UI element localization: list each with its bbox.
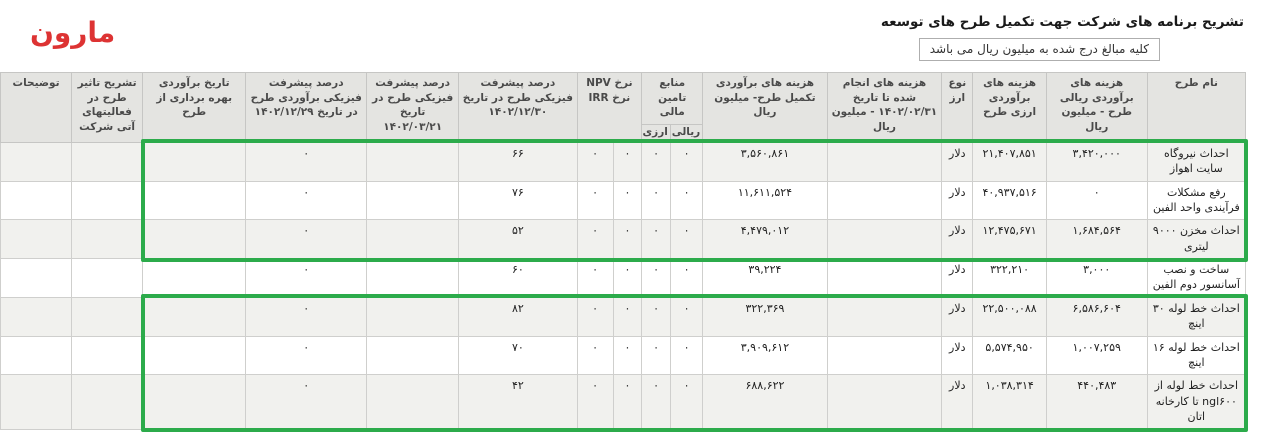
cell-progress-estimated: ۰ (246, 259, 367, 298)
table-body (1, 142, 1246, 429)
cell-financing-rial: ۰ (670, 297, 702, 336)
col-notes: توضیحات (1, 73, 72, 143)
cell-progress-previous (367, 181, 459, 220)
cell-currency-type: دلار (942, 375, 973, 429)
cell-progress-current: ۴۲ (459, 375, 577, 429)
cell-project-name: احداث خط لوله ۱۶ اینچ (1147, 336, 1245, 375)
table-header (1, 73, 1246, 143)
header-row-main (1, 73, 1246, 125)
cell-fx-cost: ۲۲,۵۰۰,۰۸۸ (973, 297, 1046, 336)
top-bar (0, 0, 1280, 72)
cell-currency-type: دلار (942, 259, 973, 298)
cell-progress-current: ۷۰ (459, 336, 577, 375)
cell-financing-rial: ۰ (670, 181, 702, 220)
cell-npv: ۰ (613, 142, 642, 181)
cell-rial-cost: ۳,۴۲۰,۰۰۰ (1046, 142, 1147, 181)
col-project-name: نام طرح (1147, 73, 1245, 143)
col-npv-irr: نرخ NPV نرخ IRR (577, 73, 642, 143)
cell-impact-description (72, 375, 143, 429)
cell-notes (1, 142, 72, 181)
cell-progress-estimated: ۰ (246, 336, 367, 375)
cell-npv: ۰ (613, 220, 642, 259)
cell-irr: ۰ (577, 375, 613, 429)
cell-irr: ۰ (577, 181, 613, 220)
cell-impact-description (72, 336, 143, 375)
cell-currency-type: دلار (942, 220, 973, 259)
cell-done-cost (827, 259, 942, 298)
cell-impact-description (72, 142, 143, 181)
page-title: تشریح برنامه های شرکت جهت تکمیل طرح های توسعه (880, 14, 1244, 30)
cell-progress-estimated: ۰ (246, 142, 367, 181)
cell-notes (1, 259, 72, 298)
cell-financing-rial: ۰ (670, 375, 702, 429)
cell-fx-cost: ۱۲,۴۷۵,۶۷۱ (973, 220, 1046, 259)
cell-financing-rial: ۰ (670, 142, 702, 181)
cell-rial-cost: ۰ (1046, 181, 1147, 220)
cell-impact-description (72, 181, 143, 220)
cell-npv: ۰ (613, 336, 642, 375)
cell-irr: ۰ (577, 336, 613, 375)
cell-completion-cost: ۳,۵۶۰,۸۶۱ (703, 142, 828, 181)
report-table-wrapper (0, 72, 1280, 430)
cell-progress-previous (367, 297, 459, 336)
cell-irr: ۰ (577, 142, 613, 181)
cell-rial-cost: ۱,۰۰۷,۲۵۹ (1046, 336, 1147, 375)
col-impact-description: تشریح تاثیر طرح در فعالیتهای آتی شرکت (72, 73, 143, 143)
cell-operation-date (143, 142, 246, 181)
cell-rial-cost: ۶,۵۸۶,۶۰۴ (1046, 297, 1147, 336)
cell-financing-rial: ۰ (670, 336, 702, 375)
cell-currency-type: دلار (942, 336, 973, 375)
cell-currency-type: دلار (942, 181, 973, 220)
subcol-financing-fx: ارزی (642, 125, 671, 143)
cell-financing-rial: ۰ (670, 259, 702, 298)
cell-progress-current: ۶۶ (459, 142, 577, 181)
cell-fx-cost: ۲۱,۴۰۷,۸۵۱ (973, 142, 1046, 181)
cell-operation-date (143, 336, 246, 375)
cell-impact-description (72, 297, 143, 336)
col-progress-estimated: درصد پیشرفت فیزیکی برآوردی طرح در تاریخ ۱۴۰۲/۱۲/۲۹ (246, 73, 367, 143)
cell-npv: ۰ (613, 297, 642, 336)
cell-irr: ۰ (577, 297, 613, 336)
brand-logo: مارون (30, 16, 116, 49)
cell-notes (1, 220, 72, 259)
cell-financing-fx: ۰ (642, 220, 671, 259)
cell-progress-current: ۶۰ (459, 259, 577, 298)
cell-done-cost (827, 142, 942, 181)
col-currency-type: نوع ارز (942, 73, 973, 143)
cell-operation-date (143, 297, 246, 336)
cell-project-name: احداث خط لوله از ngl۶۰۰ تا کارخانه اتان (1147, 375, 1245, 429)
table-row (1, 181, 1246, 220)
col-fx-cost: هزینه های برآوردی ارزی طرح (973, 73, 1046, 143)
cell-notes (1, 375, 72, 429)
col-completion-cost: هزینه های برآوردی تکمیل طرح- میلیون ریال (703, 73, 828, 143)
table-row (1, 142, 1246, 181)
subcol-financing-rial: ریالی (670, 125, 702, 143)
cell-project-name: احداث خط لوله ۳۰ اینچ (1147, 297, 1245, 336)
cell-completion-cost: ۴,۴۷۹,۰۱۲ (703, 220, 828, 259)
col-progress-previous: درصد پیشرفت فیزیکی طرح در تاریخ ۱۴۰۲/۰۳/۲۱ (367, 73, 459, 143)
cell-progress-previous (367, 259, 459, 298)
cell-currency-type: دلار (942, 297, 973, 336)
cell-done-cost (827, 220, 942, 259)
col-financing-sources: منابع تامین مالی (642, 73, 703, 125)
cell-impact-description (72, 259, 143, 298)
cell-irr: ۰ (577, 220, 613, 259)
cell-fx-cost: ۴۰,۹۳۷,۵۱۶ (973, 181, 1046, 220)
cell-fx-cost: ۵,۵۷۴,۹۵۰ (973, 336, 1046, 375)
cell-progress-estimated: ۰ (246, 220, 367, 259)
cell-progress-estimated: ۰ (246, 181, 367, 220)
cell-completion-cost: ۶۸۸,۶۲۲ (703, 375, 828, 429)
table-row (1, 297, 1246, 336)
cell-rial-cost: ۴۴۰,۴۸۳ (1046, 375, 1147, 429)
cell-operation-date (143, 181, 246, 220)
cell-financing-fx: ۰ (642, 181, 671, 220)
cell-done-cost (827, 297, 942, 336)
cell-progress-previous (367, 375, 459, 429)
cell-done-cost (827, 336, 942, 375)
cell-progress-estimated: ۰ (246, 297, 367, 336)
cell-irr: ۰ (577, 259, 613, 298)
cell-project-name: ساخت و نصب آسانسور دوم الفین (1147, 259, 1245, 298)
table-row (1, 220, 1246, 259)
cell-npv: ۰ (613, 259, 642, 298)
cell-impact-description (72, 220, 143, 259)
col-done-cost: هزینه های انجام شده تا تاریخ ۱۴۰۲/۰۲/۳۱ - میلیون ریال (827, 73, 942, 143)
cell-npv: ۰ (613, 181, 642, 220)
col-rial-cost: هزینه های برآوردی ریالی طرح - میلیون ریال (1046, 73, 1147, 143)
cell-project-name: احداث نیروگاه سایت اهواز (1147, 142, 1245, 181)
cell-completion-cost: ۳۹,۲۲۴ (703, 259, 828, 298)
development-projects-table (0, 72, 1246, 430)
cell-progress-current: ۵۲ (459, 220, 577, 259)
cell-completion-cost: ۳۲۲,۳۶۹ (703, 297, 828, 336)
cell-done-cost (827, 181, 942, 220)
table-row (1, 336, 1246, 375)
cell-npv: ۰ (613, 375, 642, 429)
col-operation-date: تاریخ برآوردی بهره برداری از طرح (143, 73, 246, 143)
cell-notes (1, 181, 72, 220)
cell-operation-date (143, 259, 246, 298)
table-row (1, 259, 1246, 298)
cell-financing-fx: ۰ (642, 336, 671, 375)
cell-fx-cost: ۳۲۲,۲۱۰ (973, 259, 1046, 298)
cell-progress-previous (367, 142, 459, 181)
cell-rial-cost: ۳,۰۰۰ (1046, 259, 1147, 298)
cell-financing-fx: ۰ (642, 142, 671, 181)
cell-notes (1, 297, 72, 336)
cell-progress-previous (367, 336, 459, 375)
cell-progress-estimated: ۰ (246, 375, 367, 429)
cell-financing-rial: ۰ (670, 220, 702, 259)
col-progress-current: درصد پیشرفت فیزیکی طرح در تاریخ ۱۴۰۲/۱۲/۳۰ (459, 73, 577, 143)
cell-progress-current: ۷۶ (459, 181, 577, 220)
cell-operation-date (143, 375, 246, 429)
cell-financing-fx: ۰ (642, 259, 671, 298)
cell-operation-date (143, 220, 246, 259)
cell-completion-cost: ۱۱,۶۱۱,۵۲۴ (703, 181, 828, 220)
table-row (1, 375, 1246, 429)
unit-note: کلیه مبالغ درج شده به میلیون ریال می باشد (919, 38, 1160, 61)
cell-project-name: احداث مخزن ۹۰۰۰ لیتری (1147, 220, 1245, 259)
cell-financing-fx: ۰ (642, 375, 671, 429)
cell-completion-cost: ۳,۹۰۹,۶۱۲ (703, 336, 828, 375)
cell-done-cost (827, 375, 942, 429)
cell-progress-current: ۸۲ (459, 297, 577, 336)
cell-fx-cost: ۱,۰۳۸,۳۱۴ (973, 375, 1046, 429)
cell-progress-previous (367, 220, 459, 259)
cell-financing-fx: ۰ (642, 297, 671, 336)
cell-notes (1, 336, 72, 375)
cell-currency-type: دلار (942, 142, 973, 181)
cell-project-name: رفع مشکلات فرآیندی واحد الفین (1147, 181, 1245, 220)
cell-rial-cost: ۱,۶۸۴,۵۶۴ (1046, 220, 1147, 259)
